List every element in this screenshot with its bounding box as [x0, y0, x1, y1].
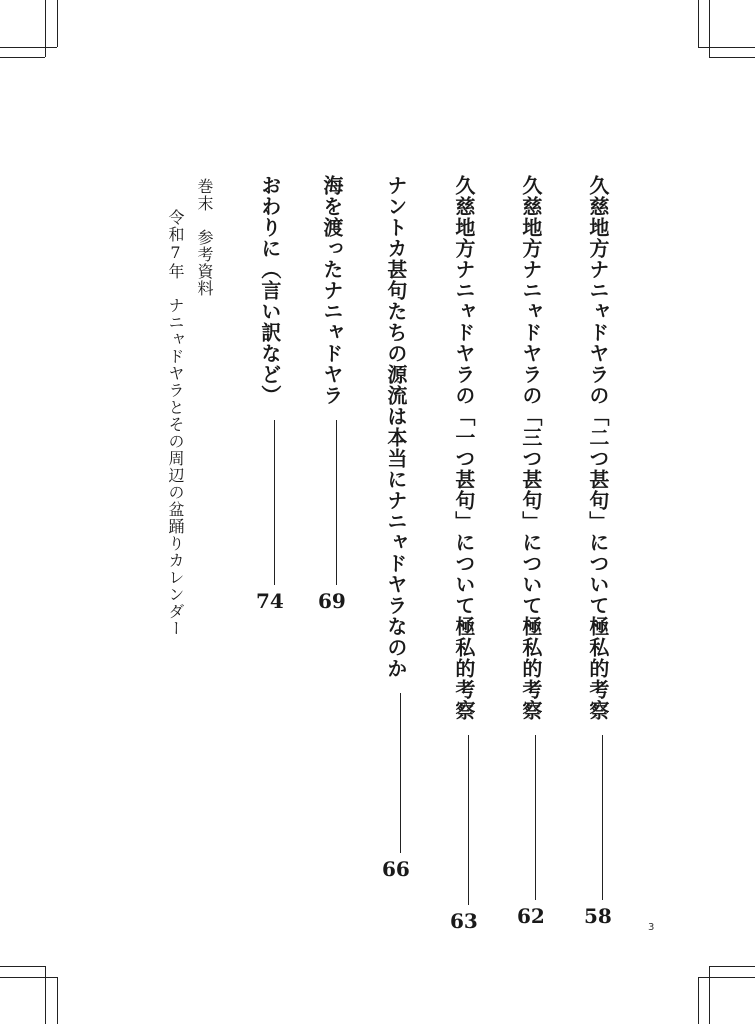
crop-mark	[698, 977, 755, 978]
crop-mark	[0, 47, 57, 48]
crop-mark	[698, 0, 699, 47]
crop-mark	[0, 977, 57, 978]
toc-entry-title: ナントカ甚句たちの源流は本当にナニャドヤラなのか	[383, 175, 408, 679]
page-number: 3	[648, 922, 655, 933]
crop-mark	[709, 57, 755, 58]
toc-entry[interactable]	[382, 175, 410, 879]
crop-mark	[698, 47, 755, 48]
toc-entry-title: 久慈地方ナニャドヤラの「一つ甚句」について極私的考察	[451, 175, 476, 721]
crop-mark	[709, 966, 755, 967]
toc-entry-title: 久慈地方ナニャドヤラの「二つ甚句」について極私的考察	[585, 175, 610, 721]
toc-entry-title: 久慈地方ナニャドヤラの「三つ甚句」について極私的考察	[518, 175, 543, 721]
toc-entry-page: 63	[450, 909, 478, 933]
leader-line	[336, 420, 338, 585]
toc-entry[interactable]	[517, 175, 545, 926]
toc-entry-page: 62	[517, 904, 545, 928]
toc-entry[interactable]	[584, 175, 612, 926]
crop-mark	[45, 0, 46, 57]
leader-line	[468, 735, 470, 905]
crop-mark	[698, 977, 699, 1024]
appendix-item: 令和7年 ナニャドヤラとその周辺の盆踊りカレンダー	[166, 209, 185, 637]
crop-mark	[57, 977, 58, 1024]
leader-line	[400, 693, 402, 853]
toc-entry[interactable]	[256, 175, 284, 611]
crop-mark	[0, 966, 45, 967]
crop-mark	[0, 57, 45, 58]
toc-entry-page: 66	[382, 857, 410, 881]
crop-mark	[709, 966, 710, 1024]
toc-entry-page: 69	[318, 589, 346, 613]
appendix-heading: 巻末 参考資料	[195, 178, 214, 297]
toc-entry-page: 58	[584, 904, 612, 928]
toc-entry-title: おわりに（言い訳など）	[257, 175, 282, 406]
leader-line	[535, 735, 537, 900]
leader-line	[274, 420, 276, 585]
toc-entry[interactable]	[318, 175, 346, 611]
crop-mark	[45, 966, 46, 1024]
toc-entry-page: 74	[256, 589, 284, 613]
leader-line	[602, 735, 604, 900]
toc-entry[interactable]	[450, 175, 478, 931]
toc-entry-title: 海を渡ったナニャドヤラ	[319, 175, 344, 406]
crop-mark	[709, 0, 710, 57]
crop-mark	[57, 0, 58, 47]
